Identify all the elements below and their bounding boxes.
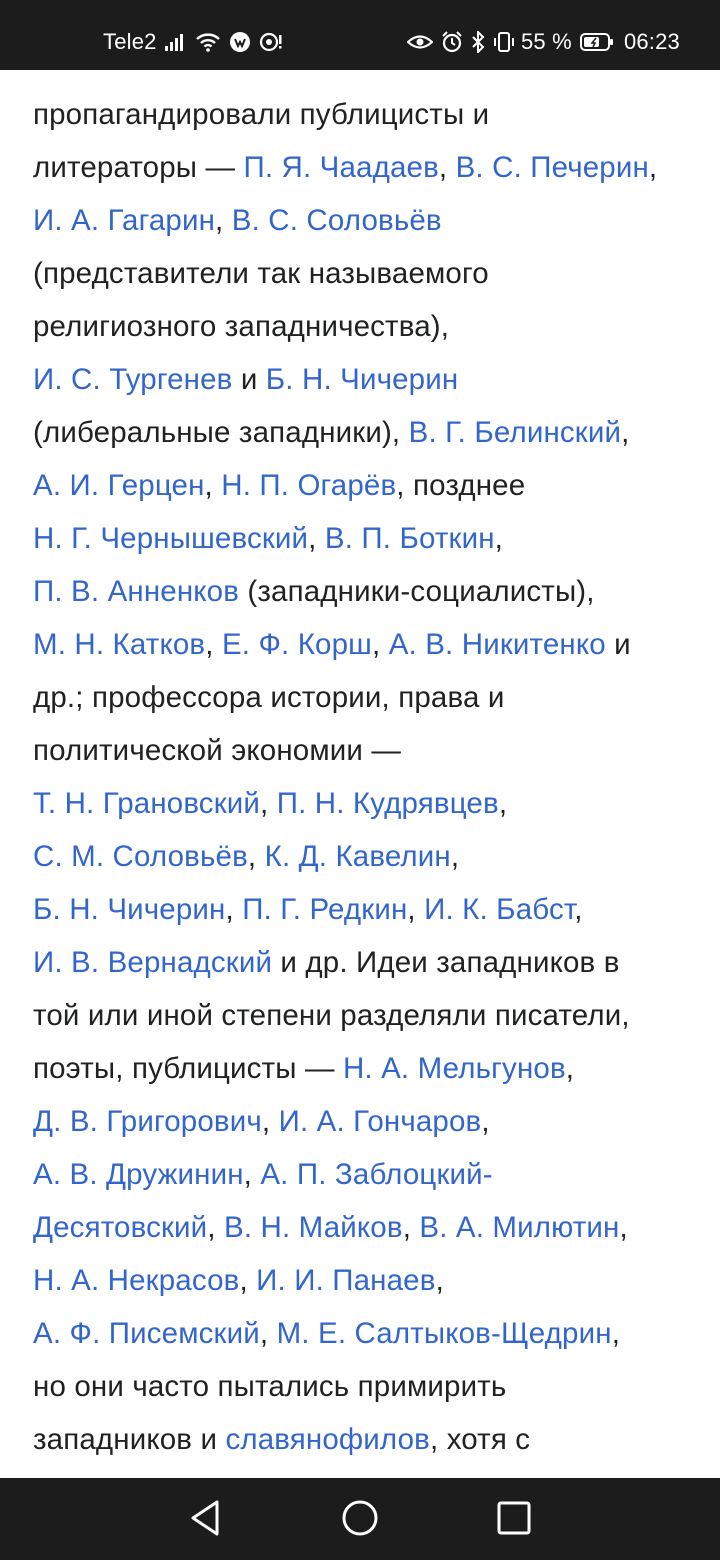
- article-link[interactable]: И. С. Тургенев: [33, 363, 233, 396]
- text-segment: ,: [611, 1317, 621, 1350]
- battery-icon: [580, 31, 614, 53]
- text-line: [33, 1413, 693, 1466]
- article-link[interactable]: В. С. Соловьёв: [231, 204, 442, 237]
- text-segment: (либеральные западники),: [33, 416, 409, 449]
- article-link[interactable]: Н. А. Мельгунов: [342, 1052, 566, 1085]
- article-link[interactable]: К. Д. Кавелин: [264, 840, 451, 873]
- text-segment: ,: [260, 787, 277, 820]
- text-segment: ,: [648, 151, 658, 184]
- text-line: [33, 777, 693, 830]
- text-line: [33, 989, 693, 1042]
- text-line: [33, 141, 693, 194]
- article-link[interactable]: А. И. Герцен: [33, 469, 205, 502]
- text-segment: и: [605, 628, 631, 661]
- text-line: [33, 406, 693, 459]
- text-segment: ,: [494, 522, 504, 555]
- text-segment: ,: [435, 1264, 444, 1297]
- text-segment: ,: [204, 469, 222, 502]
- text-segment: литераторы —: [33, 151, 244, 184]
- article-link[interactable]: В. Н. Майков: [224, 1211, 403, 1244]
- article-link[interactable]: П. В. Анненков: [33, 575, 240, 608]
- article-link[interactable]: А. Ф. Писемский: [33, 1317, 260, 1350]
- text-segment: ,: [619, 1211, 628, 1244]
- article-link[interactable]: Т. Н. Грановский: [33, 787, 261, 820]
- text-line: [33, 830, 693, 883]
- text-segment: ,: [259, 1317, 277, 1350]
- text-segment: ,: [481, 1105, 490, 1138]
- back-button[interactable]: [185, 1498, 225, 1538]
- article-link[interactable]: П. Г. Редкин: [242, 893, 408, 926]
- text-segment: западников и: [33, 1423, 226, 1456]
- text-line: [33, 459, 693, 512]
- text-segment: ,: [261, 1105, 279, 1138]
- article-link[interactable]: Е. Ф. Корш: [221, 628, 372, 661]
- bluetooth-icon: [471, 31, 485, 53]
- text-segment: (западники-социалисты),: [239, 575, 595, 608]
- battery-percent: 55 %: [520, 29, 572, 54]
- article-link[interactable]: Н. П. Огарёв: [221, 469, 397, 502]
- vibrate-icon: [493, 31, 515, 53]
- text-segment: ,: [450, 840, 460, 873]
- carrier-label: Tele2: [103, 29, 157, 54]
- article-link[interactable]: Д. В. Григорович: [33, 1105, 262, 1138]
- eye-icon: [407, 32, 433, 52]
- status-left: [103, 0, 283, 84]
- notification-icon: [259, 31, 283, 53]
- home-icon: [340, 1498, 380, 1538]
- article-link[interactable]: П. Я. Чаадаев: [243, 151, 439, 184]
- text-segment: ,: [565, 1052, 575, 1085]
- text-segment: и: [232, 363, 266, 396]
- article-link[interactable]: А. В. Никитенко: [388, 628, 606, 661]
- text-segment: политической экономии —: [33, 734, 402, 767]
- text-line: [33, 671, 693, 724]
- signal-icon: [165, 32, 187, 52]
- text-line: [33, 88, 693, 141]
- text-line: [33, 300, 693, 353]
- status-right: [399, 0, 680, 84]
- text-segment: ,: [498, 787, 508, 820]
- text-line: [33, 565, 693, 618]
- article-link[interactable]: И. И. Панаев: [256, 1264, 436, 1297]
- vk-icon: [229, 31, 251, 53]
- article-link[interactable]: Десятовский: [33, 1211, 208, 1244]
- recents-button[interactable]: [494, 1498, 534, 1538]
- text-segment: ,: [407, 893, 425, 926]
- text-segment: , позднее: [396, 469, 526, 502]
- article-link[interactable]: Н. Г. Чернышевский: [33, 522, 309, 555]
- text-segment: ,: [205, 628, 222, 661]
- text-line: [33, 353, 693, 406]
- article-link[interactable]: И. А. Гончаров: [278, 1105, 482, 1138]
- text-segment: ,: [574, 893, 583, 926]
- article-link[interactable]: Б. Н. Чичерин: [265, 363, 459, 396]
- article-link[interactable]: В. С. Печерин: [455, 151, 649, 184]
- text-line: [33, 512, 693, 565]
- article-link[interactable]: С. М. Соловьёв: [33, 840, 248, 873]
- text-line: [33, 1095, 693, 1148]
- text-segment: ,: [225, 893, 243, 926]
- text-segment: той или иной степени разделяли писатели,: [33, 999, 630, 1032]
- text-segment: ,: [239, 1264, 257, 1297]
- article-link[interactable]: И. К. Бабст: [424, 893, 575, 926]
- article-link[interactable]: М. Н. Катков: [33, 628, 206, 661]
- text-segment: пропагандировали публицисты и: [33, 98, 490, 131]
- article-link[interactable]: А. В. Дружинин: [33, 1158, 244, 1191]
- article-link[interactable]: П. Н. Кудрявцев: [276, 787, 499, 820]
- text-line: [33, 1307, 693, 1360]
- text-line: [33, 247, 693, 300]
- text-segment: ,: [243, 1158, 261, 1191]
- article-link[interactable]: В. Г. Белинский: [408, 416, 622, 449]
- text-segment: ,: [215, 204, 232, 237]
- text-segment: ,: [247, 840, 265, 873]
- article-link[interactable]: Н. А. Некрасов: [33, 1264, 240, 1297]
- status-bar: [0, 0, 720, 70]
- text-segment: ,: [402, 1211, 420, 1244]
- text-segment: (представители так называемого: [33, 257, 489, 290]
- text-line: [33, 936, 693, 989]
- home-button[interactable]: [340, 1498, 380, 1538]
- wifi-icon: [195, 32, 221, 52]
- article-body: [33, 88, 693, 1466]
- clock-time: 06:23: [623, 29, 680, 54]
- text-segment: ,: [308, 522, 325, 555]
- article-link[interactable]: Б. Н. Чичерин: [33, 893, 226, 926]
- text-line: [33, 1360, 693, 1413]
- article-link[interactable]: славянофилов: [225, 1423, 430, 1456]
- text-line: [33, 1254, 693, 1307]
- article-link[interactable]: И. В. Вернадский: [33, 946, 273, 979]
- navigation-bar: [0, 1478, 720, 1560]
- text-segment: ,: [372, 628, 389, 661]
- text-segment: , хотя с: [430, 1423, 531, 1456]
- text-line: [33, 1201, 693, 1254]
- alarm-icon: [441, 31, 463, 53]
- text-segment: религиозного западничества),: [33, 310, 450, 343]
- text-line: [33, 1148, 693, 1201]
- text-segment: поэты, публицисты —: [33, 1052, 343, 1085]
- article-link[interactable]: В. А. Милютин: [419, 1211, 620, 1244]
- text-line: [33, 724, 693, 777]
- text-segment: ,: [621, 416, 630, 449]
- recents-icon: [494, 1498, 534, 1538]
- back-icon: [185, 1498, 225, 1538]
- article-link[interactable]: М. Е. Салтыков-Щедрин: [276, 1317, 612, 1350]
- text-line: [33, 194, 693, 247]
- article-link[interactable]: В. П. Боткин: [324, 522, 495, 555]
- text-segment: и др. Идеи западников в: [272, 946, 620, 979]
- article-link[interactable]: И. А. Гагарин: [33, 204, 216, 237]
- text-segment: ,: [438, 151, 456, 184]
- text-line: [33, 618, 693, 671]
- text-segment: но они часто пытались примирить: [33, 1370, 507, 1403]
- text-line: [33, 1042, 693, 1095]
- text-segment: др.; профессора истории, права и: [33, 681, 505, 714]
- article-link[interactable]: А. П. Заблоцкий-: [260, 1158, 493, 1191]
- text-line: [33, 883, 693, 936]
- text-segment: ,: [207, 1211, 225, 1244]
